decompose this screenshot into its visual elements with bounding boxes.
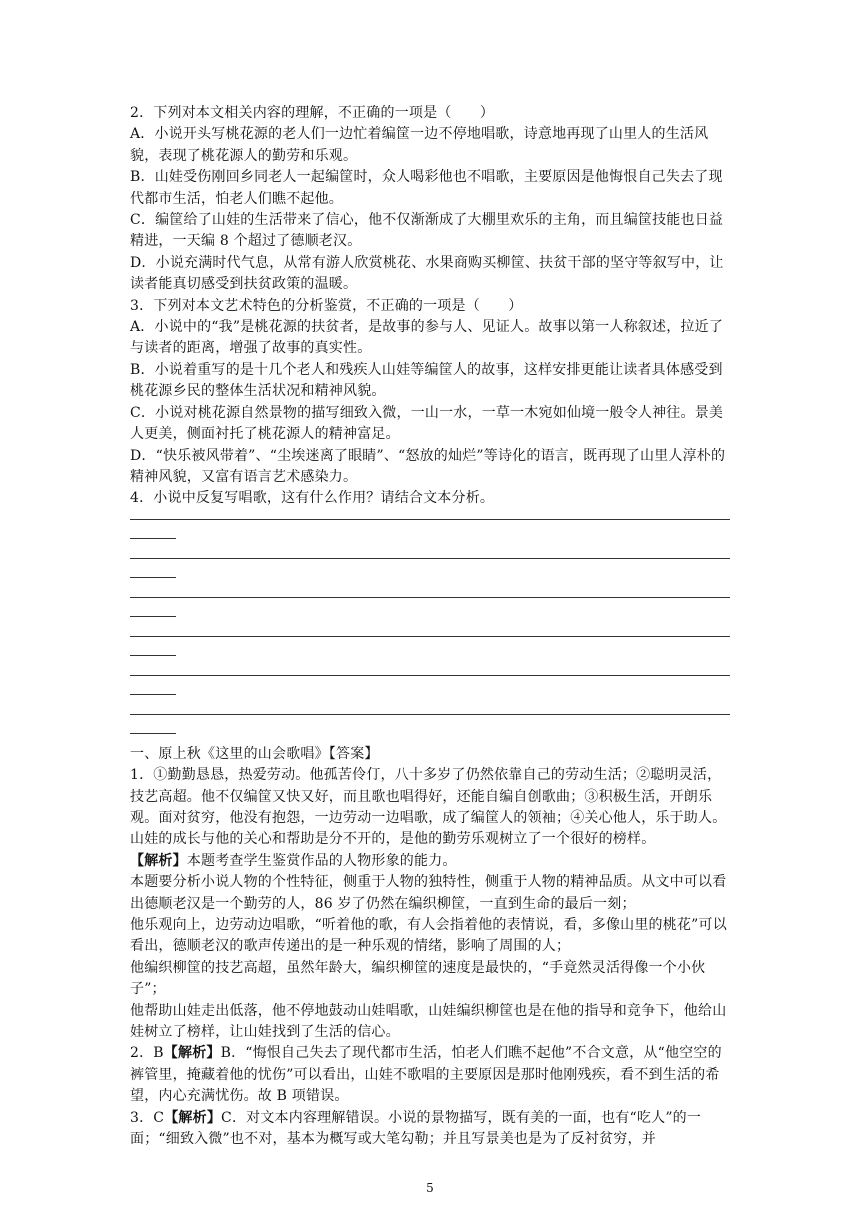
answer-line-rule <box>130 733 176 734</box>
analysis-text: 本题考查学生鉴赏作品的人物形象的能力。 <box>186 852 457 869</box>
answer-heading: 一、原上秋《这里的山会歌唱》【答案】 <box>130 745 379 762</box>
page-content <box>130 103 730 1150</box>
answer-line-rule <box>130 558 730 559</box>
answer-line-rule <box>130 519 730 520</box>
answer-line-rule <box>130 616 176 617</box>
answer-1-analysis-para: 他编织柳筐的技艺高超，虽然年龄大，编织柳筐的速度是最快的，“手竟然灵活得像一个小伙子”； <box>130 959 706 998</box>
answer-line-rule <box>130 655 176 656</box>
question-2-option-a: A．小说开头写桃花源的老人们一边忙着编筐一边不停地唱歌，诗意地再现了山里人的生活风貌，表现了桃花源人的勤劳和乐观。 <box>130 126 709 164</box>
answer-writing-area[interactable] <box>130 510 730 744</box>
answer-1-analysis-para: 他帮助山娃走出低落，他不停地鼓动山娃唱歌，山娃编织柳筐也是在他的指导和竞争下，他给山娃树立了榜样，让山娃找到了生活的信心。 <box>130 1002 727 1040</box>
answer-1-analysis <box>130 851 730 872</box>
question-2-stem: 2．下列对本文相关内容的理解，不正确的一项是（ ） <box>130 105 495 121</box>
answer-line-continuation[interactable] <box>130 568 730 588</box>
answer-2 <box>130 1043 730 1107</box>
answer-line[interactable] <box>130 627 730 647</box>
question-2-option-b: B．山娃受伤刚回乡同老人一起编筐时，众人喝彩他也不唱歌，主要原因是他悔恨自己失去了现代都市生活，怕老人们瞧不起他。 <box>130 169 723 207</box>
answer-2-text: B．“悔恨自己失去了现代都市生活，怕老人们瞧不起他”不合文意，从“他空空的裤管里，掩藏着他的忧伤”可以看出，山娃不歌唱的主要原因是那时他刚残疾，看不到生活的希望，内心充满忧伤。故 B 项错误。 <box>130 1045 722 1105</box>
answer-3 <box>130 1108 730 1151</box>
analysis-label: 【解析】 <box>164 1109 222 1126</box>
answer-2-prefix: 2．B <box>130 1045 164 1062</box>
answer-line[interactable] <box>130 510 730 530</box>
question-4 <box>130 488 730 509</box>
answer-line[interactable] <box>130 666 730 686</box>
question-2-option-d: D．小说充满时代气息，从常有游人欣赏桃花、水果商购买柳筐、扶贫干部的坚守等叙写中，让读者能真切感受到扶贫政策的温暖。 <box>130 254 724 293</box>
answer-1: 1．①勤勤恳恳，热爱劳动。他孤苦伶仃，八十多岁了仍然依靠自己的劳动生活；②聪明灵活，技艺高超。他不仅编筐又快又好，而且歌也唱得好，还能自编自创歌曲；③积极生活，开朗乐观。面对贫穷，他没有抱怨，一边劳动一边唱歌，成了编筐人的领袖；④关心他人，乐于助人。山娃的成长与他的关心和帮助是分不开的，是他的勤劳乐观树立了一个很好的榜样。 <box>130 767 727 848</box>
question-4-stem: 4．小说中反复写唱歌，这有什么作用？请结合文本分析。 <box>130 490 495 507</box>
question-3-option-b: B．小说着重写的是十几个老人和残疾人山娃等编筐人的故事，这样安排更能让读者具体感受到桃花源乡民的整体生活状况和精神风貌。 <box>130 361 723 400</box>
question-3-option-d: D．“快乐被风带着”、“尘埃迷离了眼睛”、“怒放的灿烂”等诗化的语言，既再现了山里人淳朴的精神风貌，又富有语言艺术感染力。 <box>130 447 726 485</box>
question-3-option-c: C．小说对桃花源自然景物的描写细致入微，一山一水，一草一木宛如仙境一般令人神往。景美人更美，侧面衬托了桃花源人的精神富足。 <box>130 404 724 443</box>
answer-line-rule <box>130 538 176 539</box>
answer-line-continuation[interactable] <box>130 607 730 627</box>
answer-line-rule <box>130 714 730 715</box>
answer-line-rule <box>130 694 176 695</box>
answer-line[interactable] <box>130 705 730 725</box>
answer-line[interactable] <box>130 549 730 569</box>
answer-line-continuation[interactable] <box>130 646 730 666</box>
question-3 <box>130 296 730 489</box>
answer-line-rule <box>130 577 176 578</box>
question-2-option-c: C．编筐给了山娃的生活带来了信心，他不仅渐渐成了大棚里欢乐的主角，而且编筐技能也日益精进，一天编 8 个超过了德顺老汉。 <box>130 212 724 250</box>
answer-section <box>130 744 730 1151</box>
answer-3-prefix: 3．C <box>130 1109 165 1126</box>
answer-line-rule <box>130 597 730 598</box>
answer-line-continuation[interactable] <box>130 685 730 705</box>
answer-1-analysis-para: 本题要分析小说人物的个性特征，侧重于人物的独特性，侧重于人物的精神品质。从文中可以看出德顺老汉是一个勤劳的人，86 岁了仍然在编织柳筐，一直到生命的最后一刻； <box>130 874 727 912</box>
page-number: 5 <box>426 1181 434 1195</box>
question-3-stem: 3．下列对本文艺术特色的分析鉴赏，不正确的一项是（ ） <box>130 297 523 314</box>
answer-line-rule <box>130 636 730 637</box>
answer-3-text: C．对文本内容理解错误。小说的景物描写，既有美的一面，也有“吃人”的一面；“细致入微”也不对，基本为概写或大笔勾勒；并且写景美也是为了反衬贫穷，并 <box>130 1109 702 1148</box>
answer-line[interactable] <box>130 588 730 608</box>
answer-line-continuation[interactable] <box>130 724 730 744</box>
answer-1-analysis-para: 他乐观向上，边劳动边唱歌，“听着他的歌，有人会指着他的表情说，看，多像山里的桃花”可以看出，德顺老汉的歌声传递出的是一种乐观的情绪，影响了周围的人； <box>130 916 727 955</box>
answer-line-continuation[interactable] <box>130 529 730 549</box>
analysis-label: 【解析】 <box>163 1045 221 1062</box>
question-3-option-a: A．小说中的“我”是桃花源的扶贫者，是故事的参与人、见证人。故事以第一人称叙述，拉近了与读者的距离，增强了故事的真实性。 <box>130 319 724 357</box>
analysis-label: 【解析】 <box>130 852 187 869</box>
answer-line-rule <box>130 675 730 676</box>
question-2 <box>130 103 730 296</box>
